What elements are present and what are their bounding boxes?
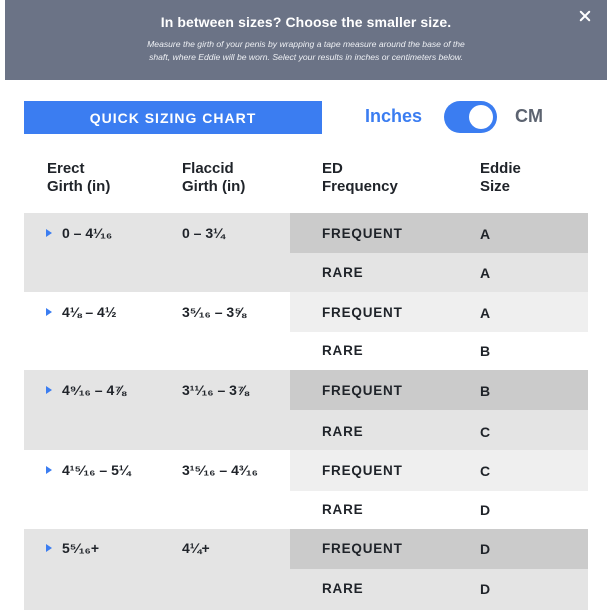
erect-range[interactable]: 4¹⁵⁄₁₆ – 5¼	[62, 462, 131, 478]
eddie-size: A	[480, 265, 491, 281]
header-ed-line1: ED	[322, 160, 343, 177]
flaccid-range: 0 – 3¼	[182, 225, 225, 241]
erect-range[interactable]: 0 – 4¹⁄₁₆	[62, 225, 113, 241]
expand-arrow-icon[interactable]	[46, 308, 52, 316]
erect-range[interactable]: 4⁹⁄₁₆ – 4⅞	[62, 382, 126, 398]
ed-frequency: RARE	[322, 424, 364, 439]
ed-frequency: RARE	[322, 265, 364, 280]
header-erect-girth	[47, 160, 110, 196]
ed-frequency: FREQUENT	[322, 305, 403, 320]
banner-description	[125, 38, 487, 64]
eddie-size: D	[480, 581, 491, 597]
flaccid-range: 3⁵⁄₁₆ – 3⅝	[182, 304, 246, 320]
eddie-size: A	[480, 226, 491, 242]
expand-arrow-icon[interactable]	[46, 544, 52, 552]
banner-line-2: shaft, where Eddie will be worn. Select your results in inches or centimeters below.	[149, 52, 463, 62]
eddie-size: A	[480, 305, 491, 321]
quick-sizing-chart-button[interactable]: QUICK SIZING CHART	[24, 101, 322, 134]
eddie-size: C	[480, 424, 491, 440]
flaccid-range: 3¹¹⁄₁₆ – 3⅞	[182, 382, 249, 398]
header-erect-line2: Girth (in)	[47, 178, 111, 195]
erect-range[interactable]: 4⅛ – 4½	[62, 304, 117, 320]
flaccid-range: 3¹⁵⁄₁₆ – 4³⁄₁₆	[182, 462, 259, 478]
ed-frequency: FREQUENT	[322, 226, 403, 241]
header-ed-frequency	[322, 160, 398, 196]
ed-frequency: FREQUENT	[322, 383, 403, 398]
close-icon[interactable]	[577, 8, 593, 24]
ed-frequency: RARE	[322, 343, 364, 358]
header-size-line1: Eddie	[480, 160, 521, 177]
banner-line-1: Measure the girth of your penis by wrapping a tape measure around the base of the	[147, 39, 465, 49]
header-eddie-size	[480, 160, 521, 196]
expand-arrow-icon[interactable]	[46, 229, 52, 237]
flaccid-range: 4¼+	[182, 540, 210, 556]
ed-frequency: FREQUENT	[322, 463, 403, 478]
header-flaccid-line2: Girth (in)	[182, 178, 246, 195]
expand-arrow-icon[interactable]	[46, 466, 52, 474]
header-flaccid-line1: Flaccid	[182, 160, 234, 177]
header-ed-line2: Frequency	[322, 178, 398, 195]
ed-frequency: RARE	[322, 581, 364, 596]
expand-arrow-icon[interactable]	[46, 386, 52, 394]
unit-label-inches[interactable]: Inches	[365, 106, 423, 126]
eddie-size: D	[480, 502, 491, 518]
eddie-size: D	[480, 541, 491, 557]
eddie-size: B	[480, 343, 491, 359]
unit-label-cm[interactable]: CM	[515, 106, 543, 126]
toggle-knob	[469, 105, 493, 129]
header-size-line2: Size	[480, 178, 511, 195]
info-banner	[5, 0, 607, 80]
header-flaccid-girth	[182, 160, 245, 196]
erect-range[interactable]: 5⁵⁄₁₆+	[62, 540, 100, 556]
header-erect-line1: Erect	[47, 160, 85, 177]
eddie-size: B	[480, 383, 491, 399]
ed-frequency: RARE	[322, 502, 364, 517]
banner-title: In between sizes? Choose the smaller size.	[160, 14, 452, 30]
unit-toggle[interactable]	[444, 101, 497, 133]
ed-frequency: FREQUENT	[322, 541, 403, 556]
eddie-size: C	[480, 463, 491, 479]
